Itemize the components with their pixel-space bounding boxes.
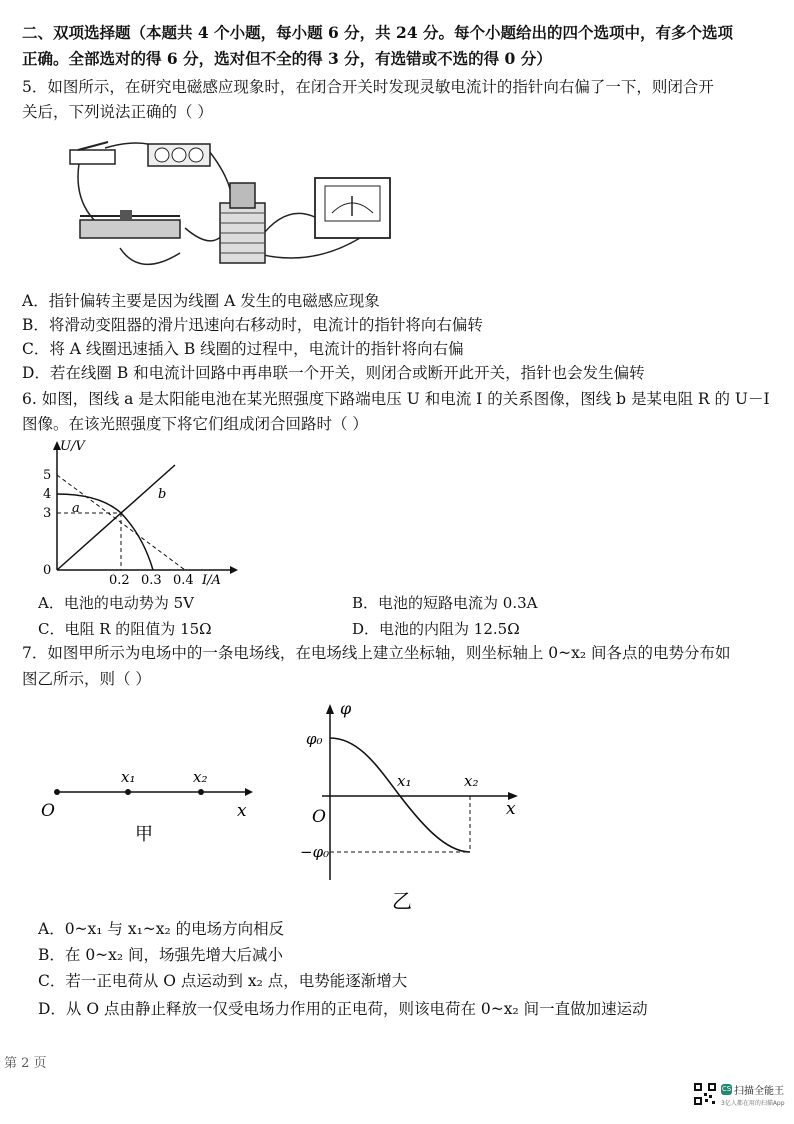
scanner-watermark <box>693 1078 785 1112</box>
q7-option-b: B．在 0~x₂ 间，场强先增大后减小 <box>38 946 284 964</box>
scanner-brand: 扫描全能王 <box>734 1086 784 1097</box>
battery-figure <box>148 144 210 166</box>
yi-x2-label: x₂ <box>464 772 479 790</box>
yi-phi0-label: φ₀ <box>306 730 323 748</box>
galvanometer-figure <box>315 178 390 238</box>
q5-option-d: D．若在线圈 B 和电流计回路中再串联一个开关，则闭合或断开此开关，指针也会发生偏转 <box>22 364 645 382</box>
y-tick-0: 0 <box>43 563 52 578</box>
q6-option-c: C．电阻 R 的阻值为 15Ω <box>38 620 212 638</box>
line-b-label: b <box>158 487 167 502</box>
jia-x1-label: x₁ <box>121 768 136 786</box>
switch-figure <box>70 142 115 164</box>
q5-apparatus-figure <box>60 128 440 278</box>
section-title-line1: 二、双项选择题（本题共 4 个小题，每小题 6 分，共 24 分。每个小题给出的四个选项中，有多个选项 <box>22 23 734 42</box>
q6-option-a: A．电池的电动势为 5V <box>38 594 194 612</box>
yi-caption: 乙 <box>392 889 412 913</box>
curve-a-label: a <box>72 501 80 516</box>
yi-y-axis-label: φ <box>340 700 352 718</box>
qr-code-icon <box>693 1082 717 1106</box>
q7-option-a: A．0~x₁ 与 x₁~x₂ 的电场方向相反 <box>38 920 285 938</box>
q5-stem-line2: 关后，下列说法正确的（ ） <box>22 103 213 121</box>
q7-option-d: D．从 O 点由静止释放一仅受电场力作用的正电荷，则该电荷在 0~x₂ 间一直做加速运动 <box>38 1000 648 1018</box>
x-tick-0.3: 0.3 <box>141 573 162 586</box>
q6-ui-graph <box>30 436 240 586</box>
q6-option-b: B．电池的短路电流为 0.3A <box>352 594 538 612</box>
yi-axis-label: x <box>506 799 516 819</box>
section-title-line2: 正确。全部选对的得 6 分，选对但不全的得 3 分，有选错或不选的得 0 分） <box>22 49 552 68</box>
y-axis-label: U/V <box>60 439 85 454</box>
q5-option-a: A．指针偏转主要是因为线圈 A 发生的电磁感应现象 <box>22 292 380 310</box>
q5-option-c: C．将 A 线圈迅速插入 B 线圈的过程中，电流计的指针将向右偏 <box>22 340 464 358</box>
page-number-fragment: 第 2 页 <box>4 1056 47 1071</box>
jia-x2-label: x₂ <box>193 768 208 786</box>
x-axis-label: I/A <box>202 573 221 586</box>
jia-axis-label: x <box>237 801 247 821</box>
y-tick-3: 3 <box>43 506 52 521</box>
rheostat-figure <box>80 210 180 238</box>
q7-option-c: C．若一正电荷从 O 点运动到 x₂ 点，电势能逐渐增大 <box>38 972 408 990</box>
q7-figure-jia <box>35 760 265 850</box>
scanner-sub: 3亿人都在用的扫描App <box>721 1100 785 1107</box>
x-tick-0.2: 0.2 <box>109 573 130 586</box>
coil-figure <box>220 183 265 263</box>
cs-logo-icon: CS <box>721 1085 732 1093</box>
q6-stem-line2: 图像。在该光照强度下将它们组成闭合回路时（ ） <box>22 415 368 433</box>
q6-option-d: D．电池的内阻为 12.5Ω <box>352 620 520 638</box>
q7-figure-yi <box>300 700 540 920</box>
yi-x1-label: x₁ <box>397 772 412 790</box>
jia-origin-label: O <box>41 801 55 821</box>
q7-stem-line1: 7．如图甲所示为电场中的一条电场线，在电场线上建立坐标轴，则坐标轴上 0~x₂ 间各点的电势分布如 <box>22 644 731 662</box>
y-tick-5: 5 <box>43 468 52 483</box>
x-tick-0.4: 0.4 <box>173 573 194 586</box>
q5-stem-line1: 5．如图所示，在研究电磁感应现象时，在闭合开关时发现灵敏电流计的指针向右偏了一下，则闭合开 <box>22 78 714 96</box>
q6-stem-line1: 6. 如图，图线 a 是太阳能电池在某光照强度下路端电压 U 和电流 I 的关系图像，图线 b 是某电阻 R 的 U－I <box>22 390 770 408</box>
q5-option-b: B．将滑动变阻器的滑片迅速向右移动时，电流计的指针将向右偏转 <box>22 316 483 334</box>
yi-origin-label: O <box>312 807 326 827</box>
jia-caption: 甲 <box>135 824 153 845</box>
q7-stem-line2: 图乙所示，则（ ） <box>22 670 151 688</box>
y-tick-4: 4 <box>43 487 52 502</box>
yi-neg-phi0-label: −φ₀ <box>300 843 330 861</box>
